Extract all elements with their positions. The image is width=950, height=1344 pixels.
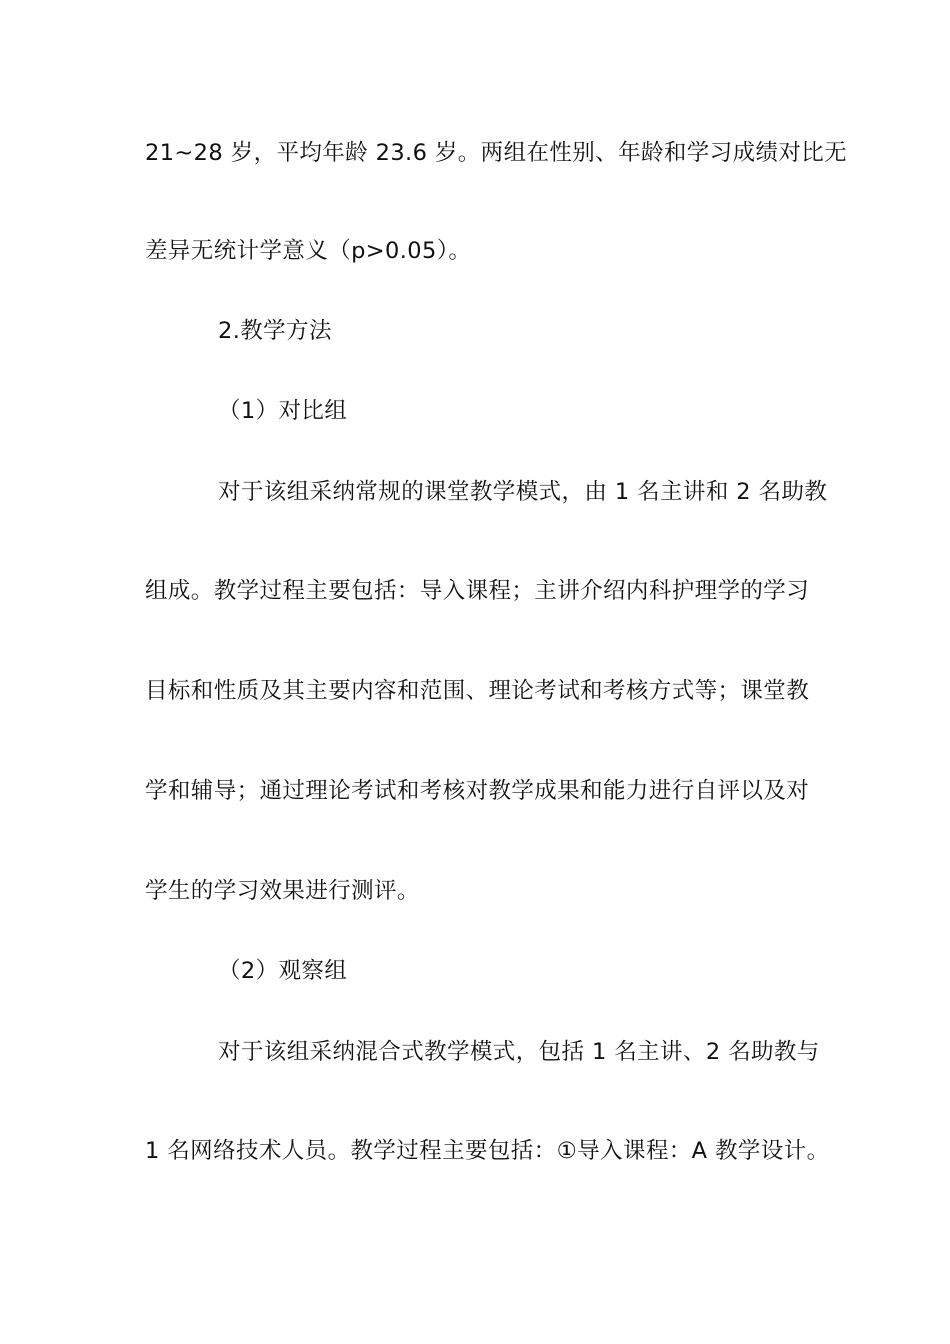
paragraph-line-6: 学和辅导；通过理论考试和考核对教学成果和能力进行自评以及对 bbox=[145, 778, 810, 804]
section-heading: 2.教学方法 bbox=[218, 318, 332, 344]
paragraph-line-8: 对于该组采纳混合式教学模式，包括 1 名主讲、2 名助教与 bbox=[218, 1039, 820, 1065]
paragraph-line-2: 差异无统计学意义（p>0.05）。 bbox=[145, 238, 472, 264]
paragraph-line-1: 21~28 岁，平均年龄 23.6 岁。两组在性别、年龄和学习成绩对比无 bbox=[145, 140, 848, 166]
paragraph-line-9: 1 名网络技术人员。教学过程主要包括：①导入课程：A 教学设计。 bbox=[145, 1138, 830, 1164]
paragraph-line-4: 组成。教学过程主要包括：导入课程；主讲介绍内科护理学的学习 bbox=[145, 578, 810, 604]
paragraph-line-7: 学生的学习效果进行测评。 bbox=[145, 878, 420, 904]
paragraph-line-5: 目标和性质及其主要内容和范围、理论考试和考核方式等；课堂教 bbox=[145, 678, 810, 704]
subsection-heading-1: （1）对比组 bbox=[218, 398, 348, 424]
subsection-heading-2: （2）观察组 bbox=[218, 958, 348, 984]
paragraph-line-3: 对于该组采纳常规的课堂教学模式，由 1 名主讲和 2 名助教 bbox=[218, 479, 828, 505]
